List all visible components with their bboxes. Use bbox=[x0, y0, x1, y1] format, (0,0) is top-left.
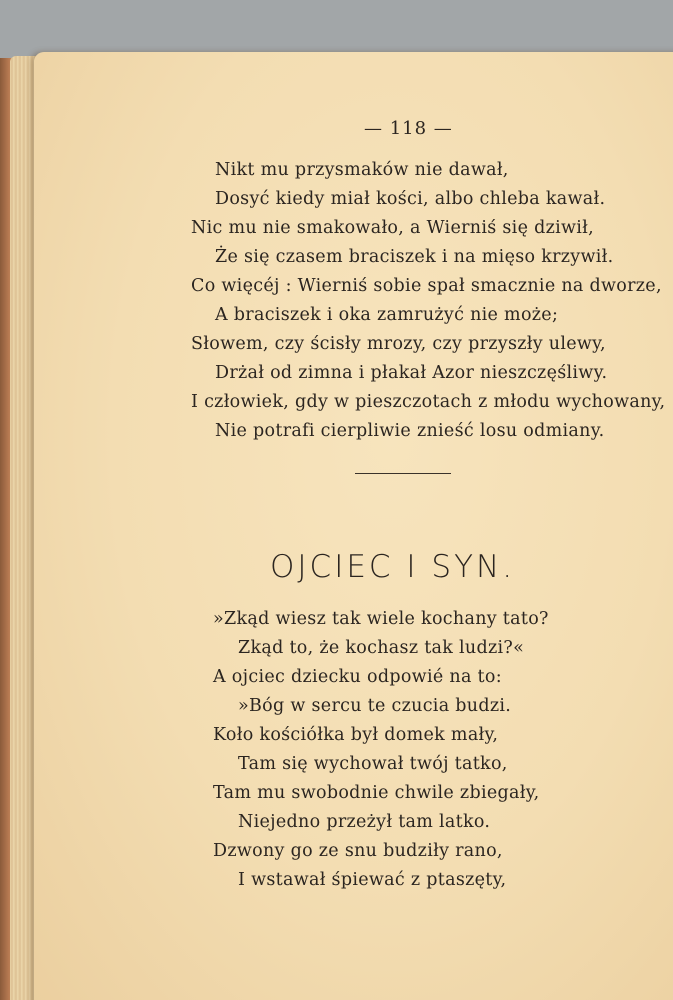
poem-line: »Bóg w sercu te czucia budzi. bbox=[238, 696, 512, 716]
poem-line: Koło kościółka był domek mały, bbox=[213, 725, 499, 745]
poem-line: Tam mu swobodnie chwile zbiegały, bbox=[213, 783, 540, 803]
poem-line: Dzwony go ze snu budziły rano, bbox=[213, 841, 503, 861]
poem-line: Że się czasem braciszek i na mięso krzywił. bbox=[215, 247, 614, 267]
poem-line: Tam się wychował twój tatko, bbox=[238, 754, 508, 774]
poem-line: »Zkąd wiesz tak wiele kochany tato? bbox=[213, 609, 549, 629]
poem-line: A ojciec dziecku odpowié na to: bbox=[213, 667, 502, 687]
poem-line: Drżał od zimna i płakał Azor nieszczęśliwy. bbox=[215, 363, 608, 383]
poem-line: Niejedno przeżył tam latko. bbox=[238, 812, 491, 832]
poem-line: Co więcéj : Wierniś sobie spał smacznie na dworze, bbox=[191, 276, 662, 296]
poem-line: Nie potrafi cierpliwie znieść losu odmiany. bbox=[215, 421, 605, 441]
poem-line: Nic mu nie smakowało, a Wierniś się dziwił, bbox=[191, 218, 595, 238]
poem-line: I człowiek, gdy w pieszczotach z młodu wychowany, bbox=[191, 392, 666, 412]
poem-line: Nikt mu przysmaków nie dawał, bbox=[215, 160, 509, 180]
poem-title: OJCIEC I SYN. bbox=[270, 549, 516, 585]
poem-line: Dosyć kiedy miał kości, albo chleba kawał. bbox=[215, 189, 606, 209]
poem-line: Zkąd to, że kochasz tak ludzi?« bbox=[238, 638, 525, 658]
page-number: — 118 — bbox=[364, 118, 453, 139]
section-divider bbox=[355, 473, 451, 474]
poem-line: Słowem, czy ścisły mrozy, czy przyszły ulewy, bbox=[191, 334, 606, 354]
poem-line: I wstawał śpiewać z ptaszęty, bbox=[238, 870, 507, 890]
poem-line: A braciszek i oka zamrużyć nie może; bbox=[215, 305, 559, 325]
